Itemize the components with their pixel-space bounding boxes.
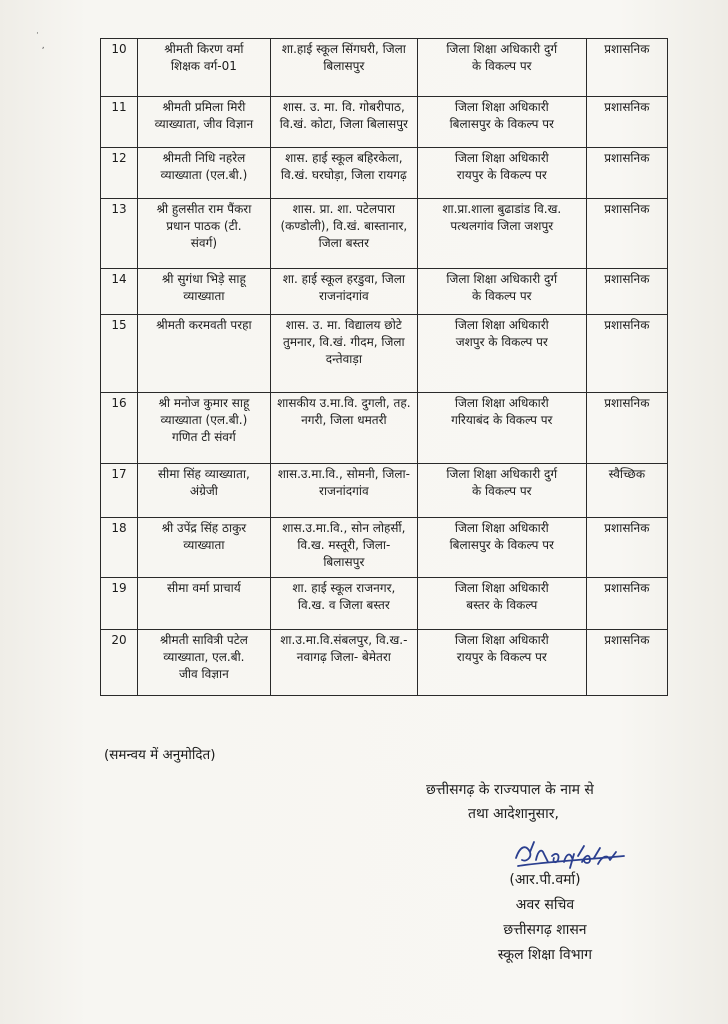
transfer-option-line: जिला शिक्षा अधिकारी दुर्ग: [446, 272, 558, 286]
employee-name-line: संवर्ग): [190, 236, 218, 250]
employee-name-line: सीमा सिंह व्याख्याता,: [158, 467, 250, 481]
serial-number-cell: 13: [101, 199, 138, 269]
current-school-line: दन्तेवाड़ा: [325, 352, 362, 366]
current-school-line: शास.उ.मा.वि., सोन लोहर्सी,: [282, 521, 406, 535]
current-school-line: जिला बस्तर: [318, 236, 369, 250]
current-school-line: शास. उ. मा. विद्यालय छोटे: [285, 318, 402, 332]
employee-name-line: प्रधान पाठक (टी.: [166, 219, 242, 233]
current-school-line: शास. उ. मा. वि. गोबरीपाठ,: [282, 100, 405, 114]
transfer-type-cell: प्रशासनिक: [586, 269, 667, 315]
current-school-cell: [270, 315, 417, 393]
employee-name-cell: [138, 315, 271, 393]
current-school-line: शा. हाई स्कूल हरडुवा, जिला: [282, 272, 405, 286]
employee-name-cell: [138, 464, 271, 518]
transfer-option-line: जिला शिक्षा अधिकारी: [454, 521, 549, 535]
employee-name-line: व्याख्याता, एल.बी.: [163, 650, 245, 664]
current-school-cell: [270, 393, 417, 464]
transfer-option-cell: [417, 518, 586, 578]
authority-line-2: तथा आदेशानुसार,: [468, 806, 559, 822]
employee-name-line: व्याख्याता: [183, 538, 225, 552]
transfer-type-cell: प्रशासनिक: [586, 518, 667, 578]
employee-name-cell: [138, 518, 271, 578]
current-school-cell: [270, 518, 417, 578]
transfer-option-cell: [417, 578, 586, 630]
current-school-line: शास.उ.मा.वि., सोमनी, जिला-: [277, 467, 410, 481]
current-school-line: वि.ख. व जिला बस्तर: [297, 598, 390, 612]
serial-number-cell: 19: [101, 578, 138, 630]
serial-number-cell: 11: [101, 97, 138, 148]
employee-name-line: गणित टी संवर्ग: [172, 430, 236, 444]
current-school-line: राजनांदगांव: [319, 484, 369, 498]
transfer-type-cell: प्रशासनिक: [586, 199, 667, 269]
current-school-cell: [270, 39, 417, 97]
transfer-option-line: जिला शिक्षा अधिकारी दुर्ग: [446, 42, 558, 56]
transfer-table-body: [101, 39, 668, 696]
signatory-name: (आर.पी.वर्मा): [509, 872, 581, 888]
employee-name-line: जीव विज्ञान: [179, 667, 229, 681]
current-school-line: शा. हाई स्कूल राजनगर,: [292, 581, 396, 595]
employee-name-cell: [138, 148, 271, 199]
transfer-option-line: बिलासपुर के विकल्प पर: [449, 538, 554, 552]
current-school-line: वि.खं. कोटा, जिला बिलासपुर: [279, 117, 408, 131]
serial-number-cell: 20: [101, 630, 138, 696]
current-school-line: वि.ख. मस्तूरी, जिला-: [297, 538, 391, 552]
table-row: [101, 464, 668, 518]
transfer-table: [100, 38, 668, 696]
employee-name-line: श्री उपेंद्र सिंह ठाकुर: [161, 521, 247, 535]
signatory-block: [470, 868, 620, 968]
transfer-option-line: रायपुर के विकल्प पर: [456, 650, 547, 664]
current-school-line: वि.खं. घरघोड़ा, जिला रायगढ़: [280, 168, 407, 182]
transfer-option-cell: [417, 199, 586, 269]
employee-name-line: व्याख्याता, जीव विज्ञान: [154, 117, 254, 131]
signatory-department: स्कूल शिक्षा विभाग: [497, 947, 593, 963]
employee-name-line: श्रीमती किरण वर्मा: [164, 42, 244, 56]
transfer-option-line: जिला शिक्षा अधिकारी: [454, 318, 549, 332]
transfer-option-cell: [417, 148, 586, 199]
serial-number-cell: 18: [101, 518, 138, 578]
governor-authority-block: [400, 778, 700, 826]
current-school-line: (कण्डोली), वि.खं. बास्तानार,: [280, 219, 408, 233]
transfer-option-cell: [417, 393, 586, 464]
employee-name-line: श्रीमती निधि नहरेल: [162, 151, 246, 165]
table-row: [101, 393, 668, 464]
current-school-line: शा.उ.मा.वि.संबलपुर, वि.ख.-: [280, 633, 408, 647]
current-school-cell: [270, 630, 417, 696]
transfer-option-line: जिला शिक्षा अधिकारी: [454, 151, 549, 165]
serial-number-cell: 15: [101, 315, 138, 393]
table-row: [101, 199, 668, 269]
employee-name-line: व्याख्याता (एल.बी.): [160, 413, 248, 427]
serial-number-cell: 14: [101, 269, 138, 315]
employee-name-cell: [138, 578, 271, 630]
current-school-line: शा.हाई स्कूल सिंगघरी, जिला: [281, 42, 406, 56]
employee-name-line: शिक्षक वर्ग-01: [170, 59, 237, 73]
employee-name-cell: [138, 39, 271, 97]
serial-number-cell: 12: [101, 148, 138, 199]
transfer-option-line: पत्थलगांव जिला जशपुर: [450, 219, 554, 233]
table-row: [101, 315, 668, 393]
transfer-option-cell: [417, 269, 586, 315]
current-school-cell: [270, 578, 417, 630]
table-row: [101, 148, 668, 199]
current-school-line: नगरी, जिला धमतरी: [301, 413, 387, 427]
employee-name-line: श्री मनोज कुमार साहू: [158, 396, 250, 410]
current-school-line: बिलासपुर: [323, 555, 365, 569]
current-school-cell: [270, 464, 417, 518]
transfer-option-line: रायपुर के विकल्प पर: [456, 168, 547, 182]
employee-name-line: व्याख्याता (एल.बी.): [160, 168, 248, 182]
transfer-option-line: शा.प्रा.शाला बुढाडांड वि.ख.: [442, 202, 562, 216]
current-school-cell: [270, 199, 417, 269]
transfer-option-line: जिला शिक्षा अधिकारी: [454, 633, 549, 647]
table-row: [101, 97, 668, 148]
transfer-option-line: बस्तर के विकल्प: [466, 598, 538, 612]
employee-name-cell: [138, 269, 271, 315]
current-school-cell: [270, 148, 417, 199]
current-school-line: राजनांदगांव: [319, 289, 369, 303]
employee-name-line: श्रीमती करमवती परहा: [156, 318, 252, 332]
current-school-line: शास. प्रा. शा. पटेलपारा: [292, 202, 396, 216]
table-row: [101, 39, 668, 97]
current-school-cell: [270, 269, 417, 315]
current-school-line: शासकीय उ.मा.वि. दुगली, तह.: [277, 396, 411, 410]
employee-name-line: श्रीमती सावित्री पटेल: [159, 633, 248, 647]
serial-number-cell: 10: [101, 39, 138, 97]
signatory-government: छत्तीसगढ़ शासन: [503, 922, 587, 938]
transfer-option-cell: [417, 630, 586, 696]
transfer-type-cell: स्वैच्छिक: [586, 464, 667, 518]
serial-number-cell: 17: [101, 464, 138, 518]
transfer-type-cell: प्रशासनिक: [586, 578, 667, 630]
transfer-option-cell: [417, 97, 586, 148]
employee-name-line: सीमा वर्मा प्राचार्य: [167, 581, 241, 595]
current-school-line: शास. हाई स्कूल बहिरकेला,: [285, 151, 403, 165]
transfer-option-line: जिला शिक्षा अधिकारी: [454, 581, 549, 595]
transfer-type-cell: प्रशासनिक: [586, 315, 667, 393]
transfer-option-cell: [417, 464, 586, 518]
employee-name-cell: [138, 199, 271, 269]
transfer-option-line: के विकल्प पर: [472, 484, 532, 498]
transfer-type-cell: प्रशासनिक: [586, 39, 667, 97]
transfer-option-cell: [417, 315, 586, 393]
transfer-option-cell: [417, 39, 586, 97]
signatory-designation: अवर सचिव: [515, 897, 575, 913]
serial-number-cell: 16: [101, 393, 138, 464]
transfer-option-line: गरियाबंद के विकल्प पर: [451, 413, 553, 427]
scan-specks: · ,: [36, 29, 45, 51]
transfer-type-cell: प्रशासनिक: [586, 97, 667, 148]
table-row: [101, 578, 668, 630]
employee-name-cell: [138, 393, 271, 464]
transfer-type-cell: प्रशासनिक: [586, 148, 667, 199]
table-row: [101, 630, 668, 696]
employee-name-line: अंग्रेजी: [189, 484, 218, 498]
transfer-option-line: के विकल्प पर: [472, 59, 532, 73]
employee-name-line: श्री सुगंधा भिड़े साहू: [161, 272, 246, 286]
transfer-option-line: जिला शिक्षा अधिकारी: [454, 100, 549, 114]
employee-name-line: श्रीमती प्रमिला मिरी: [162, 100, 246, 114]
transfer-option-line: जशपुर के विकल्प पर: [455, 335, 548, 349]
transfer-option-line: बिलासपुर के विकल्प पर: [449, 117, 554, 131]
transfer-option-line: जिला शिक्षा अधिकारी: [454, 396, 549, 410]
approval-note: (समन्वय में अनुमोदित): [104, 747, 216, 763]
current-school-line: नवागढ़ जिला- बेमेतरा: [296, 650, 391, 664]
table-row: [101, 269, 668, 315]
current-school-line: तुमनार, वि.खं. गीदम, जिला: [283, 335, 405, 349]
transfer-option-line: के विकल्प पर: [472, 289, 532, 303]
current-school-line: बिलासपुर: [323, 59, 365, 73]
employee-name-line: श्री हुलसीत राम पैंकरा: [156, 202, 252, 216]
employee-name-cell: [138, 97, 271, 148]
employee-name-line: व्याख्याता: [183, 289, 225, 303]
current-school-cell: [270, 97, 417, 148]
employee-name-cell: [138, 630, 271, 696]
transfer-option-line: जिला शिक्षा अधिकारी दुर्ग: [446, 467, 558, 481]
transfer-type-cell: प्रशासनिक: [586, 393, 667, 464]
transfer-type-cell: प्रशासनिक: [586, 630, 667, 696]
table-row: [101, 518, 668, 578]
authority-line-1: छत्तीसगढ़ के राज्यपाल के नाम से: [426, 782, 594, 798]
